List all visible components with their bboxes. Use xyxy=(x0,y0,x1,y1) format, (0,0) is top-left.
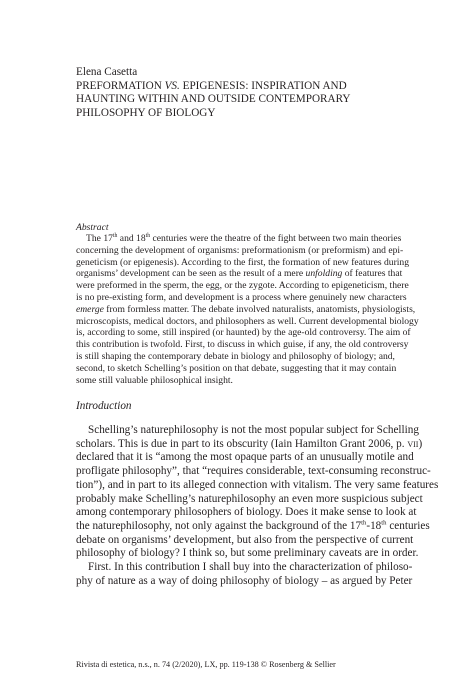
body-line: profligate philosophy”, that “requires considerable, text-consuming reconstruc- xyxy=(76,465,431,478)
body-line: tion”), and in part to its alleged connection with vitalism. The very same features xyxy=(76,478,439,491)
abstract-line: geneticism (or epigenesis). According to the first, the formation of new features during xyxy=(76,256,410,268)
abstract-line: is no pre-existing form, and development is a process where genuinely new characters xyxy=(76,291,407,303)
title-line: HAUNTING WITHIN AND OUTSIDE CONTEMPORARY xyxy=(76,93,351,106)
body-line: the naturephilosophy, not only against the background of the 17th-18th centuries xyxy=(76,519,430,532)
body-line: scholars. This is due in part to its obscurity (Iain Hamilton Grant 2006, p. vii) xyxy=(76,437,423,450)
abstract-label: Abstract xyxy=(76,222,109,233)
abstract-line: concerning the development of organisms: preformationism (or preformism) and epi- xyxy=(76,244,404,256)
abstract-line: The 17th and 18th centuries were the theatre of the fight between two main theories xyxy=(86,232,402,244)
body-line: probably make Schelling’s naturephilosophy an even more suspicious subject xyxy=(76,492,423,505)
abstract-line: is still shaping the contemporary debate in biology and philosophy of biology; and, xyxy=(76,350,395,362)
journal-citation-footer: Rivista di estetica, n.s., n. 74 (2/2020), LX, pp. 119-138 © Rosenberg & Sellier xyxy=(76,660,336,669)
abstract-line: is, according to some, still inspired (or haunted) by the age-old controversy. The aim of xyxy=(76,327,411,339)
abstract-text xyxy=(76,232,419,386)
body-line: declared that it is “among the most opaque parts of an unusually motile and xyxy=(76,451,414,464)
body-line: First. In this contribution I shall buy into the characterization of philoso- xyxy=(88,561,413,574)
introduction-body xyxy=(76,424,439,588)
abstract-line: emerge from formless matter. The debate involved naturalists, anatomists, physiologists, xyxy=(76,303,416,315)
paper-title xyxy=(76,80,406,120)
abstract-line: microscopists, medical doctors, and philosophers as well. Current developmental biology xyxy=(76,315,419,327)
title-line: PREFORMATION VS. EPIGENESIS: INSPIRATION AND xyxy=(76,80,347,92)
body-line: phy of nature as a way of doing philosophy of biology – as argued by Peter xyxy=(76,574,413,587)
body-line: among contemporary philosophers of biology. Does it make sense to look at xyxy=(76,506,417,519)
body-line: debate on organisms’ development, but also from the perspective of current xyxy=(76,533,414,546)
abstract-line: organisms’ development can be seen as the result of a mere unfolding of features that xyxy=(76,268,403,280)
abstract-line: some still valuable philosophical insight. xyxy=(76,374,233,386)
body-line: Schelling’s naturephilosophy is not the most popular subject for Schelling xyxy=(88,424,419,436)
abstract-line: were preformed in the sperm, the egg, or the zygote. According to epigeneticism, there xyxy=(76,280,409,292)
author-name: Elena Casetta xyxy=(76,66,138,78)
abstract-line: this contribution is twofold. First, to discuss in which guise, if any, the old controversy xyxy=(76,339,409,351)
abstract-line: second, to sketch Schelling’s position on that debate, suggesting that it may contain xyxy=(76,362,397,374)
section-heading-introduction: Introduction xyxy=(76,400,132,412)
body-line: philosophy of biology? I think so, but some preliminary caveats are in order. xyxy=(76,547,419,560)
title-line: PHILOSOPHY OF BIOLOGY xyxy=(76,106,216,119)
